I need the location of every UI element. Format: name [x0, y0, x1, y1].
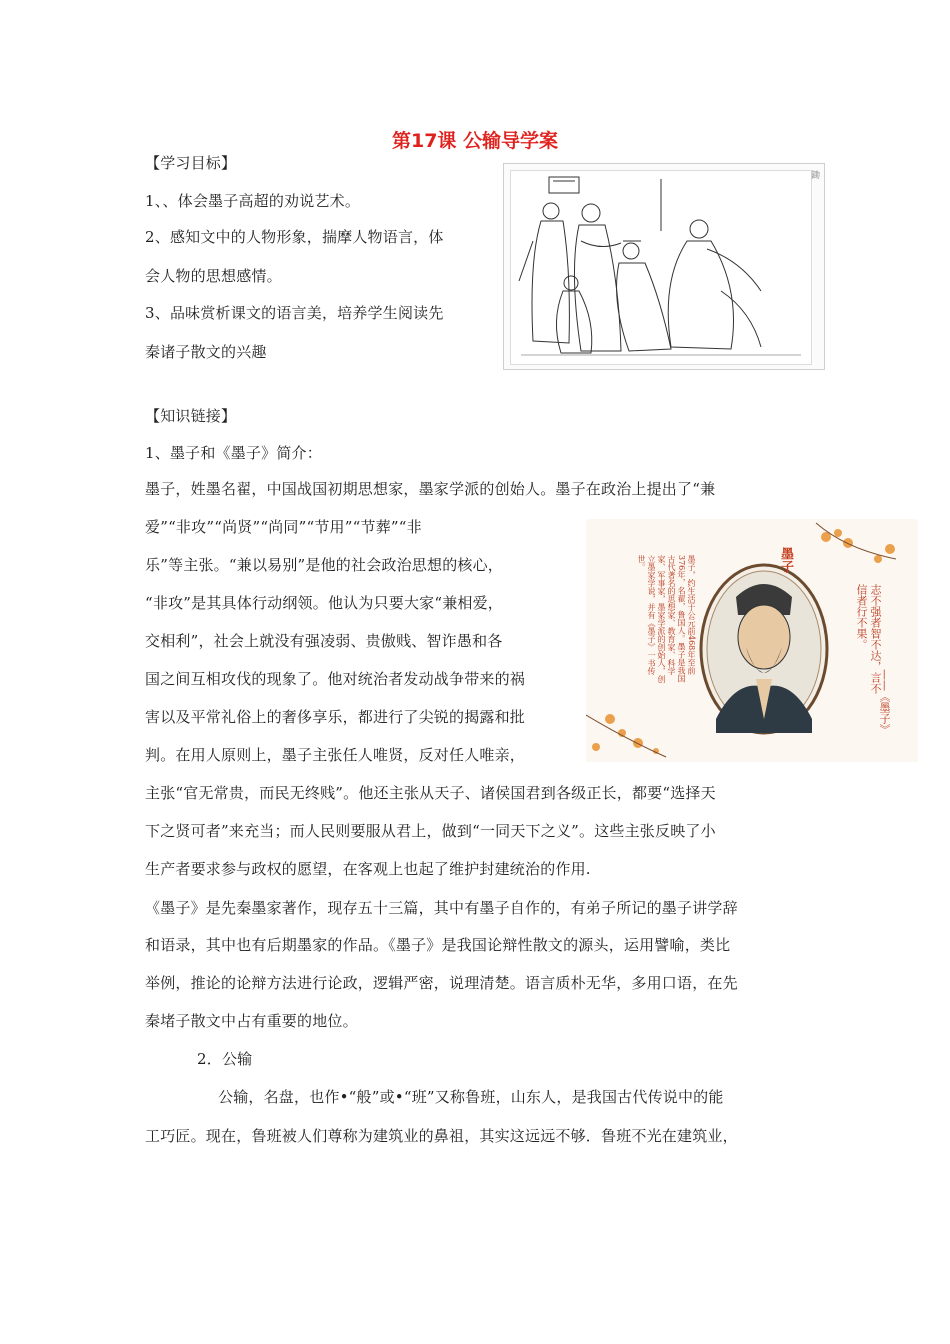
- portrait-bio: 墨子，约生活于公元前468年至前376年，名翟，鲁国人。墨子是我国古代著名的思想家、教育家、科学家、军事家，墨家学派的创始人，创立墨家学说，并有《墨子》一书传世。: [637, 555, 696, 683]
- illustration-figures: [503, 163, 825, 370]
- goal-line: 1、、体会墨子高超的劝说艺术。: [145, 192, 361, 210]
- paragraph-line: 主张“官无常贵，而民无终贱”。他还主张从天子、诸侯国君到各级正长，都要“选择天: [145, 784, 716, 802]
- subheading-gongshu: 2．公输: [197, 1050, 253, 1068]
- learning-goals-heading: 【学习目标】: [145, 154, 237, 172]
- line-drawing: [511, 171, 811, 364]
- paragraph-line: 判。在用人原则上，墨子主张任人唯贤，反对任人唯亲，: [145, 746, 526, 764]
- paragraph-line: 交相利”，社会上就没有强凌弱、贵傲贱、智诈愚和各: [145, 632, 503, 650]
- portrait-quote: 志不强者智不达，言不信者行不果。: [855, 584, 882, 694]
- paragraph-line: 和语录，其中也有后期墨家的作品。《墨子》是我国论辩性散文的源头，运用譬喻，类比: [145, 936, 731, 954]
- paragraph-line: “非攻”是其具体行动纲领。他认为只要大家“兼相爱，: [145, 594, 504, 612]
- paragraph-line: 墨子，姓墨名翟，中国战国初期思想家，墨家学派的创始人。墨子在政治上提出了“兼: [145, 480, 716, 498]
- paragraph-line: 害以及平常礼俗上的奢侈享乐，都进行了尖锐的揭露和批: [145, 708, 526, 726]
- knowledge-heading: 【知识链接】: [145, 407, 237, 425]
- mozi-portrait-figure: [586, 519, 918, 762]
- portrait-source: ——《墨子》: [878, 669, 891, 735]
- paragraph-line: 工巧匠。现在，鲁班被人们尊称为建筑业的鼻祖，其实这远远不够．鲁班不光在建筑业，: [145, 1127, 738, 1145]
- paragraph-line: 《墨子》是先秦墨家著作，现存五十三篇，其中有墨子自作的，有弟子所记的墨子讲学辞: [145, 899, 738, 917]
- seal-mark: 鋤: [810, 171, 820, 181]
- paragraph-line: 下之贤可者”来充当；而人民则要服从君上，做到“一同天下之义”。这些主张反映了小: [145, 822, 716, 840]
- portrait-name: 墨子: [778, 547, 793, 573]
- goal-line: 2、感知文中的人物形象，揣摩人物语言，体: [145, 228, 444, 246]
- paragraph-line: 举例，推论的论辩方法进行论政，逻辑严密，说理清楚。语言质朴无华，多用口语，在先: [145, 974, 738, 992]
- page-title: 第17课 公输导学案: [391, 130, 559, 152]
- goal-line: 秦诸子散文的兴趣: [145, 343, 267, 361]
- paragraph-line: 公输，名盘，也作•“般”或•“班”又称鲁班，山东人，是我国古代传说中的能: [218, 1088, 724, 1106]
- paragraph-line: 爱”“非攻”“尚贤”“尚同”“节用”“节葬”“非: [145, 518, 422, 536]
- subheading-mozi: 1、墨子和《墨子》简介：: [145, 444, 322, 462]
- goal-line: 3、品味赏析课文的语言美，培养学生阅读先: [145, 304, 444, 322]
- goal-line: 会人物的思想感情。: [145, 267, 282, 285]
- paragraph-line: 生产者要求参与政权的愿望，在客观上也起了维护封建统治的作用.: [145, 860, 591, 878]
- paragraph-line: 秦堵子散文中占有重要的地位。: [145, 1012, 358, 1030]
- paragraph-line: 乐”等主张。“兼以易别”是他的社会政治思想的核心，: [145, 556, 504, 574]
- paragraph-line: 国之间互相攻伐的现象了。他对统治者发动战争带来的祸: [145, 670, 526, 688]
